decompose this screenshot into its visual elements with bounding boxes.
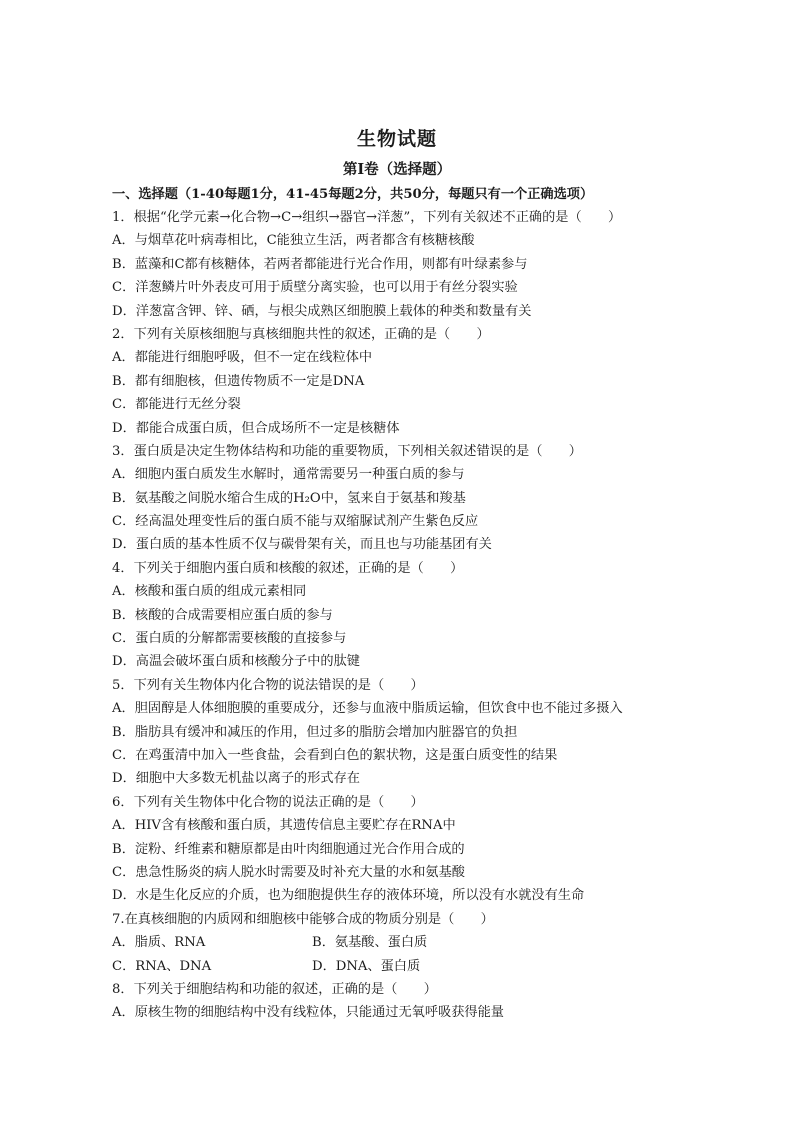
page-subtitle: 第Ⅰ卷（选择题） — [342, 161, 452, 178]
question-option: C．蛋白质的分解都需要核酸的直接参与 — [112, 631, 347, 647]
question-option: A．HIV含有核酸和蛋白质，其遗传信息主要贮存在RNA中 — [112, 818, 456, 834]
question-option: D．蛋白质的基本性质不仅与碳骨架有关，而且也与功能基团有关 — [112, 537, 492, 553]
question-option: B．核酸的合成需要相应蛋白质的参与 — [112, 607, 333, 623]
question-option: A．细胞内蛋白质发生水解时，通常需要另一种蛋白质的参与 — [112, 467, 465, 483]
question-option: C．经高温处理变性后的蛋白质不能与双缩脲试剂产生紫色反应 — [112, 514, 479, 530]
question-option: B．淀粉、纤维素和糖原都是由叶肉细胞通过光合作用合成的 — [112, 841, 465, 857]
question-option: D．都能合成蛋白质，但合成场所不一定是核糖体 — [112, 420, 400, 436]
question-stem: 6．下列有关生物体中化合物的说法正确的是（ ） — [112, 794, 424, 810]
question-stem: 3．蛋白质是决定生物体结构和功能的重要物质，下列相关叙述错误的是（ ） — [112, 443, 582, 459]
question-option: C．洋葱鳞片叶外表皮可用于质壁分离实验，也可以用于有丝分裂实验 — [112, 280, 518, 296]
question-stem: 1．根据“化学元素→化合物→C→组织→器官→洋葱”，下列有关叙述不正确的是（ ） — [112, 210, 622, 225]
question-option: B．氨基酸之间脱水缩合生成的H₂O中，氢来自于氨基和羧基 — [112, 490, 466, 506]
option-row — [112, 955, 672, 978]
page-title: 生物试题 — [356, 128, 437, 150]
question-option: D．DNA、蛋白质 — [312, 958, 421, 974]
question-option: D．洋葱富含钾、锌、硒，与根尖成熟区细胞膜上载体的种类和数量有关 — [112, 303, 532, 319]
question-option: C．在鸡蛋清中加入一些食盐，会看到白色的絮状物，这是蛋白质变性的结果 — [112, 747, 558, 763]
question-option: D．细胞中大多数无机盐以离子的形式存在 — [112, 771, 360, 787]
question-list — [112, 206, 672, 1025]
section-heading: 一、选择题（1-40每题1分，41-45每题2分，共50分，每题只有一个正确选项） — [112, 187, 594, 202]
question-option: B．氨基酸、蛋白质 — [312, 935, 428, 951]
question-option: B．蓝藻和C都有核糖体，若两者都能进行光合作用，则都有叶绿素参与 — [112, 256, 528, 272]
question-option: A．脂质、RNA — [112, 935, 206, 951]
question-option: A．原核生物的细胞结构中没有线粒体，只能通过无氧呼吸获得能量 — [112, 1005, 504, 1021]
question-option: A．核酸和蛋白质的组成元素相同 — [112, 584, 307, 600]
option-row — [112, 931, 672, 954]
question-stem: 7.在真核细胞的内质网和细胞核中能够合成的物质分别是（ ） — [112, 911, 494, 927]
question-stem: 5．下列有关生物体内化合物的说法错误的是（ ） — [112, 677, 424, 693]
question-option: B．脂肪具有缓冲和减压的作用，但过多的脂肪会增加内脏器官的负担 — [112, 724, 518, 740]
question-option: C．都能进行无丝分裂 — [112, 397, 241, 413]
question-option: D．高温会破坏蛋白质和核酸分子中的肽键 — [112, 654, 360, 670]
question-option: A．与烟草花叶病毒相比，C能独立生活，两者都含有核糖核酸 — [112, 233, 475, 249]
question-stem: 4．下列关于细胞内蛋白质和核酸的叙述，正确的是（ ） — [112, 560, 464, 576]
question-option: C．患急性肠炎的病人脱水时需要及时补充大量的水和氨基酸 — [112, 864, 465, 880]
question-option: B．都有细胞核，但遗传物质不一定是DNA — [112, 373, 365, 389]
question-stem: 2．下列有关原核细胞与真核细胞共性的叙述，正确的是（ ） — [112, 326, 490, 342]
question-stem: 8．下列关于细胞结构和功能的叙述，正确的是（ ） — [112, 981, 437, 997]
question-option: D．水是生化反应的介质，也为细胞提供生存的液体环境，所以没有水就没有生命 — [112, 888, 585, 904]
question-option: A．胆固醇是人体细胞膜的重要成分，还参与血液中脂质运输，但饮食中也不能过多摄入 — [112, 701, 623, 717]
question-option: C．RNA、DNA — [112, 958, 212, 974]
question-option: A．都能进行细胞呼吸，但不一定在线粒体中 — [112, 350, 373, 366]
